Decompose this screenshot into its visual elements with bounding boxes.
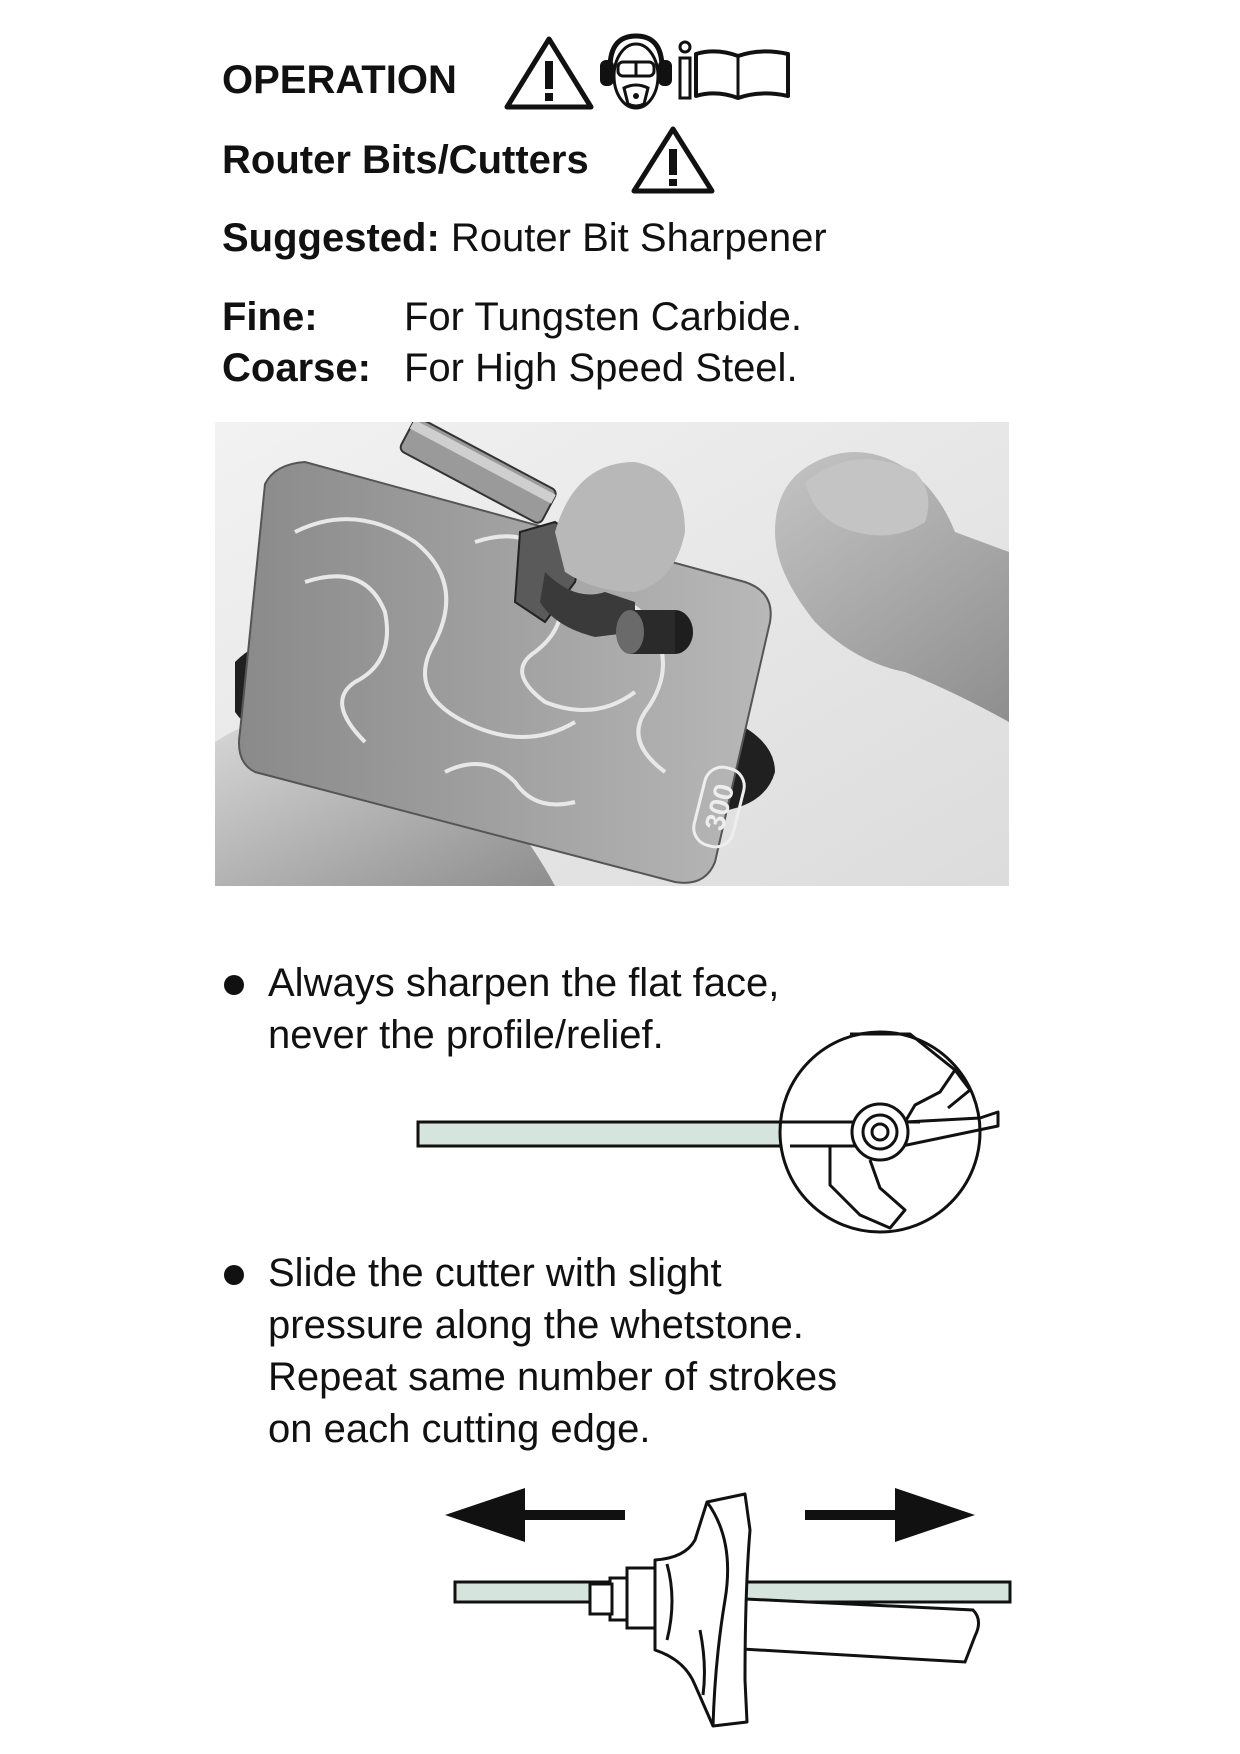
grit-stamp: 300: [698, 780, 741, 834]
instruction-2: [268, 1247, 948, 1455]
grade-fine-value: For Tungsten Carbide.: [404, 295, 802, 339]
router-bits-title: Router Bits/Cutters: [222, 138, 589, 182]
info-manual-icon: [676, 40, 794, 102]
warning-triangle-icon: [630, 125, 716, 195]
bullet-dot: [224, 1265, 244, 1285]
warning-triangle-icon: [503, 35, 595, 111]
instruction-2-line-4: on each cutting edge.: [268, 1407, 651, 1451]
grade-coarse-value: For High Speed Steel.: [404, 346, 798, 390]
flat-face-diagram: [410, 1010, 1010, 1250]
goggles-mask-earmuffs-icon: [598, 30, 674, 114]
instruction-1-line-1: Always sharpen the flat face,: [268, 961, 780, 1005]
sliding-motion-diagram: [445, 1480, 1015, 1740]
operation-title: OPERATION: [222, 58, 457, 102]
instruction-2-line-2: pressure along the whetstone.: [268, 1303, 804, 1347]
suggested-value: Router Bit Sharpener: [450, 216, 827, 260]
arrow-left-icon: [445, 1488, 625, 1542]
instruction-1-line-2: never the profile/relief.: [268, 1013, 664, 1057]
grade-coarse-label: Coarse:: [222, 346, 371, 390]
grade-fine-label: Fine:: [222, 295, 318, 339]
sharpening-photo: [215, 422, 1009, 886]
suggested-label: Suggested:: [222, 216, 440, 260]
bullet-dot: [224, 975, 244, 995]
arrow-right-icon: [805, 1488, 975, 1542]
instruction-2-line-1: Slide the cutter with slight: [268, 1251, 722, 1295]
suggested-line: [222, 216, 827, 261]
instruction-2-line-3: Repeat same number of strokes: [268, 1355, 838, 1399]
